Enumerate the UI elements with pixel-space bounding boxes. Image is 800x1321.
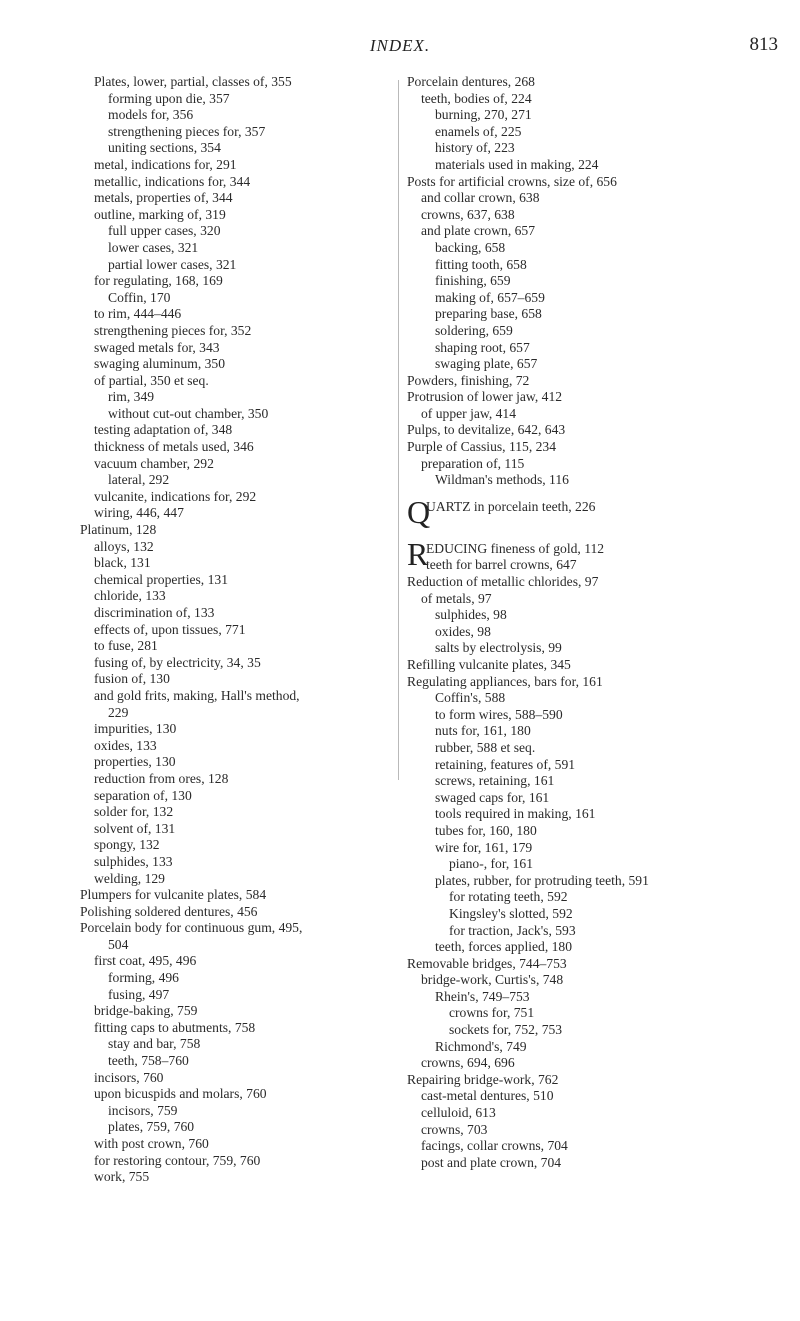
index-subentry: post and plate crown, 704 bbox=[421, 1154, 562, 1170]
index-subentry: bridge-baking, 759 bbox=[94, 1003, 198, 1019]
index-subentry: rubber, 588 et seq. bbox=[435, 739, 536, 755]
index-subentry: oxides, 98 bbox=[435, 623, 491, 639]
index-subentry: plates, rubber, for protruding teeth, 591 bbox=[435, 872, 649, 888]
index-subentry: fitting tooth, 658 bbox=[435, 256, 527, 272]
index-subentry: solder for, 132 bbox=[94, 804, 174, 820]
index-subentry: retaining, features of, 591 bbox=[435, 756, 576, 772]
index-heading: Pulps, to devitalize, 642, 643 bbox=[407, 422, 566, 438]
index-subentry: sockets for, 752, 753 bbox=[449, 1022, 563, 1038]
index-column-right bbox=[407, 74, 792, 1171]
running-head-title: INDEX. bbox=[369, 36, 431, 55]
section-r-line1: EDUCING fineness of gold, 112 bbox=[426, 540, 605, 556]
index-subentry: impurities, 130 bbox=[94, 721, 177, 737]
index-subentry: swaged caps for, 161 bbox=[435, 789, 550, 805]
index-subentry: stay and bar, 758 bbox=[108, 1036, 201, 1052]
index-heading: Repairing bridge-work, 762 bbox=[407, 1071, 559, 1087]
index-subentry: bridge-work, Curtis's, 748 bbox=[421, 972, 564, 988]
index-subentry: fusing of, by electricity, 34, 35 bbox=[94, 654, 261, 670]
index-subentry: teeth, bodies of, 224 bbox=[421, 90, 532, 106]
index-subentry: shaping root, 657 bbox=[435, 339, 530, 355]
index-subentry: preparing base, 658 bbox=[435, 306, 542, 322]
index-heading: Porcelain dentures, 268 bbox=[407, 74, 535, 89]
index-heading: Protrusion of lower jaw, 412 bbox=[407, 389, 563, 405]
index-subentry: and gold frits, making, Hall's method, bbox=[94, 687, 300, 703]
index-subentry: full upper cases, 320 bbox=[108, 223, 221, 239]
index-heading: Plumpers for vulcanite plates, 584 bbox=[80, 887, 267, 903]
index-subentry: Kingsley's slotted, 592 bbox=[449, 905, 573, 921]
index-subentry: of partial, 350 et seq. bbox=[94, 372, 209, 388]
index-subentry: separation of, 130 bbox=[94, 787, 192, 803]
index-subentry: discrimination of, 133 bbox=[94, 605, 215, 620]
index-subentry: metals, properties of, 344 bbox=[94, 190, 233, 206]
index-subentry: teeth, forces applied, 180 bbox=[435, 939, 573, 955]
index-subentry: wire for, 161, 179 bbox=[435, 839, 533, 855]
index-subentry: models for, 356 bbox=[108, 107, 194, 123]
index-heading: Refilling vulcanite plates, 345 bbox=[407, 657, 571, 672]
index-subentry: strengthening pieces for, 352 bbox=[94, 322, 252, 338]
page-number: 813 bbox=[749, 34, 778, 55]
index-subentry: tubes for, 160, 180 bbox=[435, 822, 537, 838]
index-subentry: crowns, 703 bbox=[421, 1121, 488, 1137]
index-subentry: lateral, 292 bbox=[108, 472, 170, 488]
index-heading: Platinum, 128 bbox=[80, 522, 157, 538]
index-subentry: swaging plate, 657 bbox=[435, 356, 538, 372]
right-bottom-entries bbox=[407, 574, 792, 1171]
right-top-entries bbox=[407, 74, 792, 489]
index-subentry: reduction from ores, 128 bbox=[94, 770, 229, 786]
index-subentry: forming, 496 bbox=[108, 970, 179, 986]
index-subentry: spongy, 132 bbox=[94, 837, 160, 853]
index-subentry: for rotating teeth, 592 bbox=[449, 889, 568, 905]
index-subentry: history of, 223 bbox=[435, 140, 515, 156]
index-subentry: Wildman's methods, 116 bbox=[435, 472, 569, 488]
index-subentry: to form wires, 588–590 bbox=[435, 706, 563, 722]
drop-cap-r: R bbox=[407, 535, 429, 572]
index-subentry: properties, 130 bbox=[94, 754, 176, 770]
index-subentry: work, 755 bbox=[94, 1169, 150, 1185]
index-heading: Removable bridges, 744–753 bbox=[407, 955, 567, 971]
index-subentry: upon bicuspids and molars, 760 bbox=[94, 1086, 267, 1102]
index-subentry: backing, 658 bbox=[435, 239, 506, 255]
index-subentry: fitting caps to abutments, 758 bbox=[94, 1019, 256, 1035]
index-subentry: metallic, indications for, 344 bbox=[94, 173, 251, 189]
index-subentry: fusing, 497 bbox=[108, 986, 170, 1002]
index-subentry: piano-, for, 161 bbox=[449, 856, 534, 872]
index-subentry: swaging aluminum, 350 bbox=[94, 356, 226, 372]
index-subentry: black, 131 bbox=[94, 555, 151, 571]
index-heading: Polishing soldered dentures, 456 bbox=[80, 903, 258, 919]
index-subentry: preparation of, 115 bbox=[421, 455, 525, 471]
index-subentry: plates, 759, 760 bbox=[108, 1119, 195, 1135]
index-subentry: metal, indications for, 291 bbox=[94, 156, 237, 172]
index-heading: Reduction of metallic chlorides, 97 bbox=[407, 574, 599, 590]
index-subentry: for traction, Jack's, 593 bbox=[449, 922, 576, 938]
index-subentry: thickness of metals used, 346 bbox=[94, 439, 254, 455]
index-subentry: uniting sections, 354 bbox=[108, 140, 221, 156]
section-r-line2: teeth for barrel crowns, 647 bbox=[426, 557, 577, 573]
index-subentry: partial lower cases, 321 bbox=[108, 256, 237, 272]
index-subentry: finishing, 659 bbox=[435, 273, 511, 289]
index-subentry: of metals, 97 bbox=[421, 590, 492, 606]
index-subentry: strengthening pieces for, 357 bbox=[108, 123, 266, 139]
index-subentry: to fuse, 281 bbox=[94, 638, 158, 654]
index-heading: Posts for artificial crowns, size of, 656 bbox=[407, 173, 617, 189]
index-subentry: without cut-out chamber, 350 bbox=[108, 405, 269, 421]
index-subentry: nuts for, 161, 180 bbox=[435, 723, 531, 739]
index-subentry: sulphides, 133 bbox=[94, 853, 173, 869]
index-subentry: tools required in making, 161 bbox=[435, 806, 596, 822]
section-r-lines bbox=[426, 539, 604, 574]
index-subentry: screws, retaining, 161 bbox=[435, 773, 555, 789]
index-subentry: for regulating, 168, 169 bbox=[94, 273, 223, 289]
index-subentry: Coffin's, 588 bbox=[435, 690, 506, 706]
index-subentry: Plates, lower, partial, classes of, 355 bbox=[94, 74, 292, 89]
index-subentry: burning, 270, 271 bbox=[435, 107, 532, 123]
index-subentry: enamels of, 225 bbox=[435, 123, 522, 139]
index-subentry: oxides, 133 bbox=[94, 737, 157, 753]
index-subentry: facings, collar crowns, 704 bbox=[421, 1138, 568, 1154]
index-subentry: 229 bbox=[108, 704, 129, 720]
index-subentry: to rim, 444–446 bbox=[94, 306, 182, 322]
index-subentry: chemical properties, 131 bbox=[94, 571, 228, 587]
index-subentry: swaged metals for, 343 bbox=[94, 339, 220, 355]
index-subentry: forming upon die, 357 bbox=[108, 90, 230, 106]
index-subentry: cast-metal dentures, 510 bbox=[421, 1088, 554, 1104]
section-q-entry: UARTZ in porcelain teeth, 226 bbox=[426, 498, 596, 514]
index-heading: Purple of Cassius, 115, 234 bbox=[407, 439, 557, 455]
index-subentry: vulcanite, indications for, 292 bbox=[94, 488, 257, 504]
index-heading: Powders, finishing, 72 bbox=[407, 372, 530, 388]
index-subentry: making of, 657–659 bbox=[435, 289, 545, 305]
index-subentry: first coat, 495, 496 bbox=[94, 953, 197, 969]
index-subentry: materials used in making, 224 bbox=[435, 156, 599, 172]
index-subentry: soldering, 659 bbox=[435, 322, 513, 338]
index-subentry: salts by electrolysis, 99 bbox=[435, 640, 562, 656]
index-subentry: wiring, 446, 447 bbox=[94, 505, 184, 521]
index-subentry: alloys, 132 bbox=[94, 538, 154, 554]
index-subentry: with post crown, 760 bbox=[94, 1136, 209, 1151]
index-subentry: Richmond's, 749 bbox=[435, 1038, 527, 1054]
index-subentry: lower cases, 321 bbox=[108, 239, 199, 255]
section-q bbox=[407, 493, 792, 530]
index-subentry: 504 bbox=[108, 936, 129, 952]
index-subentry: vacuum chamber, 292 bbox=[94, 455, 214, 471]
index-heading: Regulating appliances, bars for, 161 bbox=[407, 673, 603, 689]
index-subentry: Coffin, 170 bbox=[108, 289, 171, 305]
index-subentry: crowns, 694, 696 bbox=[421, 1055, 515, 1071]
index-subentry: and collar crown, 638 bbox=[421, 190, 540, 206]
index-subentry: outline, marking of, 319 bbox=[94, 206, 226, 222]
index-subentry: welding, 129 bbox=[94, 870, 165, 886]
index-subentry: crowns, 637, 638 bbox=[421, 206, 515, 222]
index-subentry: effects of, upon tissues, 771 bbox=[94, 621, 246, 637]
index-subentry: fusion of, 130 bbox=[94, 671, 170, 687]
index-subentry: Rhein's, 749–753 bbox=[435, 988, 530, 1004]
index-subentry: celluloid, 613 bbox=[421, 1105, 496, 1121]
index-subentry: rim, 349 bbox=[108, 389, 155, 405]
index-subentry: sulphides, 98 bbox=[435, 607, 507, 623]
index-subentry: incisors, 759 bbox=[108, 1102, 178, 1118]
index-subentry: testing adaptation of, 348 bbox=[94, 422, 233, 438]
index-subentry: chloride, 133 bbox=[94, 588, 166, 604]
index-subentry: teeth, 758–760 bbox=[108, 1053, 189, 1069]
index-subentry: of upper jaw, 414 bbox=[421, 405, 517, 421]
index-subentry: solvent of, 131 bbox=[94, 820, 176, 836]
index-subentry: for restoring contour, 759, 760 bbox=[94, 1152, 261, 1168]
drop-cap-q: Q bbox=[407, 493, 431, 530]
section-r bbox=[407, 535, 792, 574]
index-subentry: crowns for, 751 bbox=[449, 1005, 535, 1021]
index-subentry: incisors, 760 bbox=[94, 1069, 164, 1085]
index-heading: Porcelain body for continuous gum, 495, bbox=[80, 920, 303, 936]
index-column-left bbox=[80, 74, 400, 1186]
index-subentry: and plate crown, 657 bbox=[421, 223, 536, 239]
